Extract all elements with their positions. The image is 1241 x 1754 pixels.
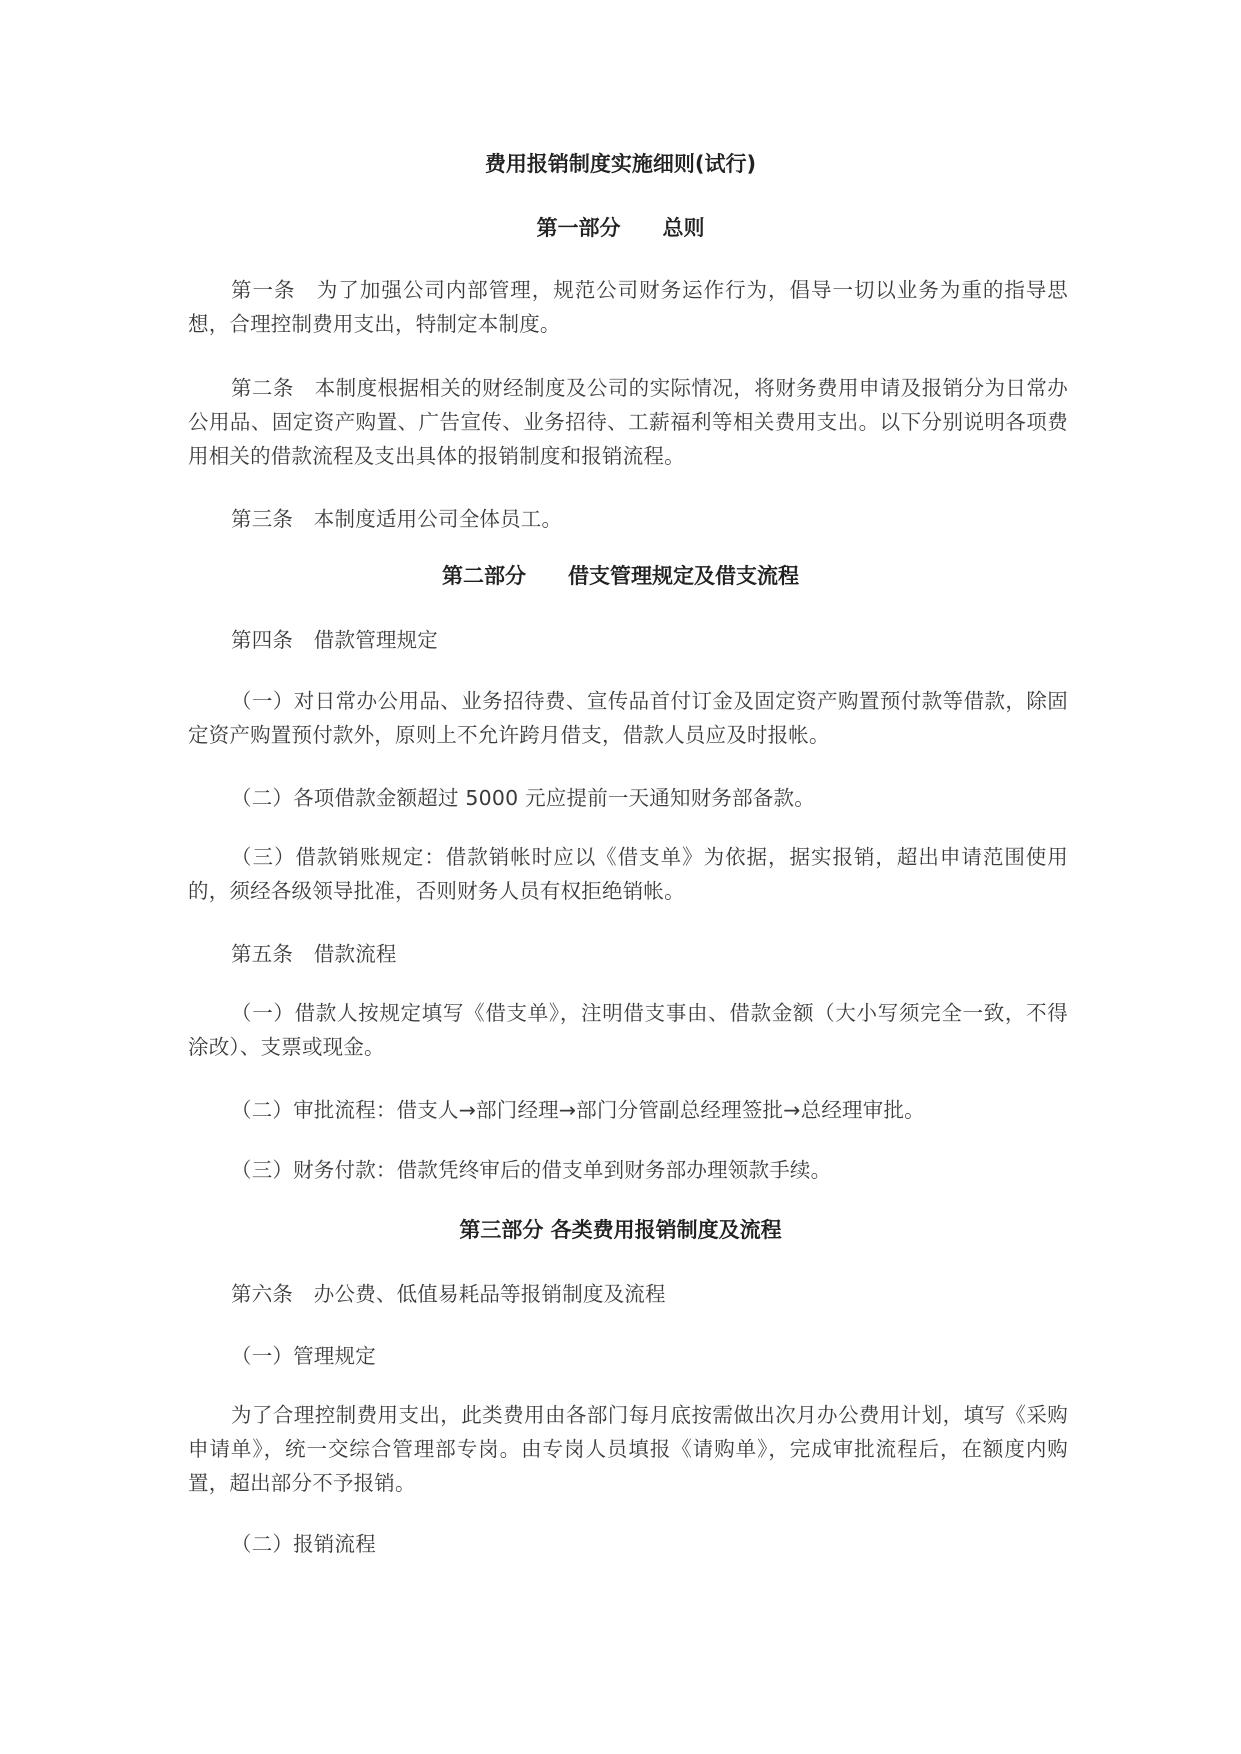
article-5-item-2: （二）审批流程：借支人→部门经理→部门分管副总经理签批→总经理审批。 bbox=[231, 1098, 925, 1122]
article-6-heading: 第六条 办公费、低值易耗品等报销制度及流程 bbox=[231, 1282, 666, 1306]
article-4-item-1: （一）对日常办公用品、业务招待费、宣传品首付订金及固定资产购置预付款等借款，除固定资产购置预付款外，原则上不允许跨月借支，借款人员应及时报帐。 bbox=[188, 689, 1068, 747]
article-2-paragraph: 第二条 本制度根据相关的财经制度及公司的实际情况，将财务费用申请及报销分为日常办公用品、固定资产购置、广告宣传、业务招待、工薪福利等相关费用支出。以下分别说明各项费用相关的借款流程及支出具体的报销制度和报销流程。 bbox=[188, 376, 1068, 468]
part-two-heading: 第二部分 借支管理规定及借支流程 bbox=[442, 564, 799, 588]
article-6-item-2-heading: （二）报销流程 bbox=[231, 1532, 376, 1556]
article-1-paragraph: 第一条 为了加强公司内部管理，规范公司财务运作行为，倡导一切以业务为重的指导思想，合理控制费用支出，特制定本制度。 bbox=[188, 278, 1068, 336]
article-3-paragraph: 第三条 本制度适用公司全体员工。 bbox=[231, 507, 563, 531]
article-4-heading: 第四条 借款管理规定 bbox=[231, 628, 438, 652]
document-title: 费用报销制度实施细则(试行) bbox=[484, 152, 757, 176]
article-5-heading: 第五条 借款流程 bbox=[231, 942, 397, 966]
article-5-item-3: （三）财务付款：借款凭终审后的借支单到财务部办理领款手续。 bbox=[231, 1158, 832, 1182]
part-one-heading: 第一部分 总则 bbox=[536, 216, 705, 240]
article-4-item-2: （二）各项借款金额超过 5000 元应提前一天通知财务部备款。 bbox=[231, 786, 815, 810]
article-5-item-1: （一）借款人按规定填写《借支单》，注明借支事由、借款金额（大小写须完全一致，不得涂改）、支票或现金。 bbox=[188, 1001, 1068, 1059]
article-6-item-1-text: 为了合理控制费用支出，此类费用由各部门每月底按需做出次月办公费用计划，填写《采购申请单》，统一交综合管理部专岗。由专岗人员填报《请购单》，完成审批流程后，在额度内购置，超出部分不予报销。 bbox=[188, 1403, 1068, 1495]
article-4-item-3: （三）借款销账规定：借款销帐时应以《借支单》为依据，据实报销，超出申请范围使用的，须经各级领导批准，否则财务人员有权拒绝销帐。 bbox=[188, 845, 1068, 903]
part-three-heading: 第三部分 各类费用报销制度及流程 bbox=[459, 1218, 782, 1242]
article-6-item-1-heading: （一）管理规定 bbox=[231, 1344, 376, 1368]
